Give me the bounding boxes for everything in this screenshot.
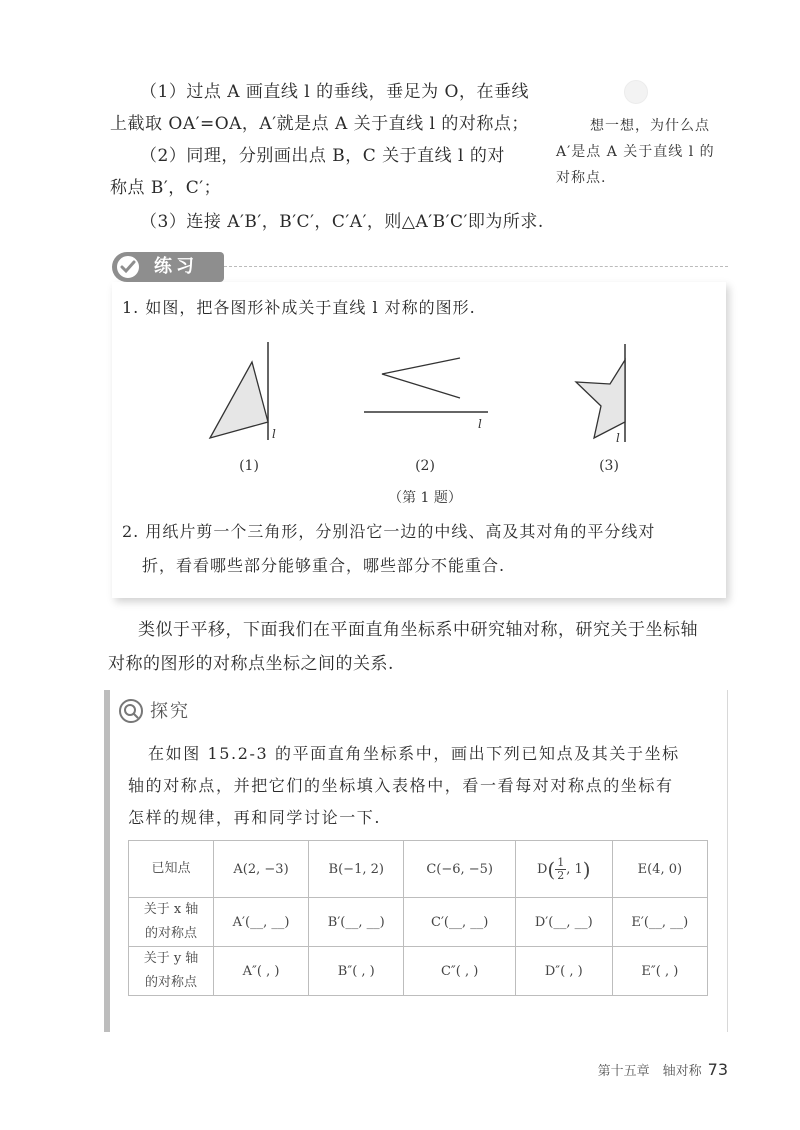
figure-caption-2: (2): [415, 458, 435, 474]
point-D-y: , 1: [566, 861, 583, 877]
table-cell-E-prime[interactable]: E′(__, __): [612, 898, 707, 947]
row-header-x-line-1: 关于 x 轴: [143, 902, 199, 917]
intro-line-2: 上截取 OA′=OA，A′就是点 A 关于直线 l 的对称点；: [110, 114, 529, 134]
table-cell-C-prime[interactable]: C′(__, __): [404, 898, 515, 947]
row-header-y-line-2: 的对称点: [144, 975, 197, 990]
side-note-line-3: 对称点.: [556, 170, 607, 186]
page-number: 73: [707, 1060, 728, 1079]
magnifier-icon: [118, 698, 144, 724]
table-cell-B: B(−1, 2): [309, 841, 404, 898]
paren-left: (: [547, 857, 556, 881]
line-label-3: l: [616, 431, 620, 445]
table-cell-A-prime[interactable]: A′(__, __): [214, 898, 309, 947]
figure-3-half-star: [570, 342, 650, 450]
practice-question-1: 1. 如图，把各图形补成关于直线 l 对称的图形.: [122, 298, 476, 317]
intro-line-4: 称点 B′，C′；: [110, 178, 222, 198]
page-footer: [598, 1060, 728, 1079]
table-cell-D-double-prime[interactable]: D″( , ): [515, 947, 612, 996]
intro-line-3: （2）同理，分别画出点 B，C 关于直线 l 的对: [140, 146, 505, 166]
explore-title: 探究: [150, 701, 190, 722]
figure-2-angle: [360, 352, 500, 432]
table-cell-B-double-prime[interactable]: B″( , ): [309, 947, 404, 996]
table-cell-D-prime[interactable]: D′(__, __): [515, 898, 612, 947]
intro-line-1: （1）过点 A 画直线 l 的垂线，垂足为 O，在垂线: [140, 82, 529, 102]
row-header-x-line-2: 的对称点: [144, 926, 197, 941]
table-cell-D: [515, 841, 612, 898]
table-row: [129, 898, 708, 947]
table-cell-C: C(−6, −5): [404, 841, 515, 898]
fraction: [555, 857, 566, 882]
side-note-line-1: 想一想，为什么点: [590, 118, 710, 134]
table-cell-E-double-prime[interactable]: E″( , ): [612, 947, 707, 996]
intro-line-5: （3）连接 A′B′，B′C′，C′A′，则△A′B′C′即为所求.: [140, 212, 544, 232]
body-line-1: 类似于平移，下面我们在平面直角坐标系中研究轴对称，研究关于坐标轴: [138, 620, 698, 640]
explore-line-3: 怎样的规律，再和同学讨论一下.: [128, 808, 382, 827]
table-cell-E: E(4, 0): [612, 841, 707, 898]
body-line-2: 对称的图形的对称点坐标之间的关系.: [108, 654, 394, 674]
table-row-header-y: [129, 947, 214, 996]
table-row: [129, 947, 708, 996]
table-row: [129, 841, 708, 898]
chapter-title: 第十五章 轴对称: [597, 1064, 702, 1079]
table-row-header-known: 已知点: [129, 841, 214, 898]
check-pencil-icon: [115, 254, 141, 280]
decorative-circle: [624, 80, 648, 104]
table-cell-B-prime[interactable]: B′(__, __): [309, 898, 404, 947]
point-D-label: D: [536, 861, 548, 877]
side-note-line-2: A′是点 A 关于直线 l 的: [556, 144, 715, 160]
practice-header: [112, 252, 224, 282]
table-cell-A: A(2, −3): [214, 841, 309, 898]
line-label-2: l: [478, 417, 482, 431]
figure-1-triangle: [190, 340, 300, 450]
paren-right: ): [582, 857, 591, 881]
figure-caption-1: (1): [239, 458, 259, 474]
coordinate-table: [128, 840, 708, 996]
line-label-1: l: [272, 427, 276, 441]
practice-label: 练习: [154, 256, 198, 277]
table-cell-C-double-prime[interactable]: C″( , ): [404, 947, 515, 996]
explore-side-bar: [104, 690, 110, 1032]
table-cell-A-double-prime[interactable]: A″( , ): [214, 947, 309, 996]
fraction-numerator: 1: [557, 855, 565, 869]
explore-line-2: 轴的对称点，并把它们的坐标填入表格中，看一看每对对称点的坐标有: [128, 776, 674, 795]
practice-question-2-line-1: 2. 用纸片剪一个三角形，分别沿它一边的中线、高及其对角的平分线对: [122, 522, 656, 541]
figure-caption: （第 1 题）: [388, 490, 462, 506]
table-row-header-x: [129, 898, 214, 947]
explore-right-border: [727, 690, 728, 1032]
row-header-y-line-1: 关于 y 轴: [143, 951, 199, 966]
fraction-denominator: 2: [557, 868, 565, 882]
figure-caption-3: (3): [599, 458, 619, 474]
explore-line-1: 在如图 15.2-3 的平面直角坐标系中，画出下列已知点及其关于坐标: [148, 744, 680, 763]
practice-question-2-line-2: 折，看看哪些部分能够重合，哪些部分不能重合.: [142, 556, 506, 575]
practice-divider: [224, 266, 728, 267]
